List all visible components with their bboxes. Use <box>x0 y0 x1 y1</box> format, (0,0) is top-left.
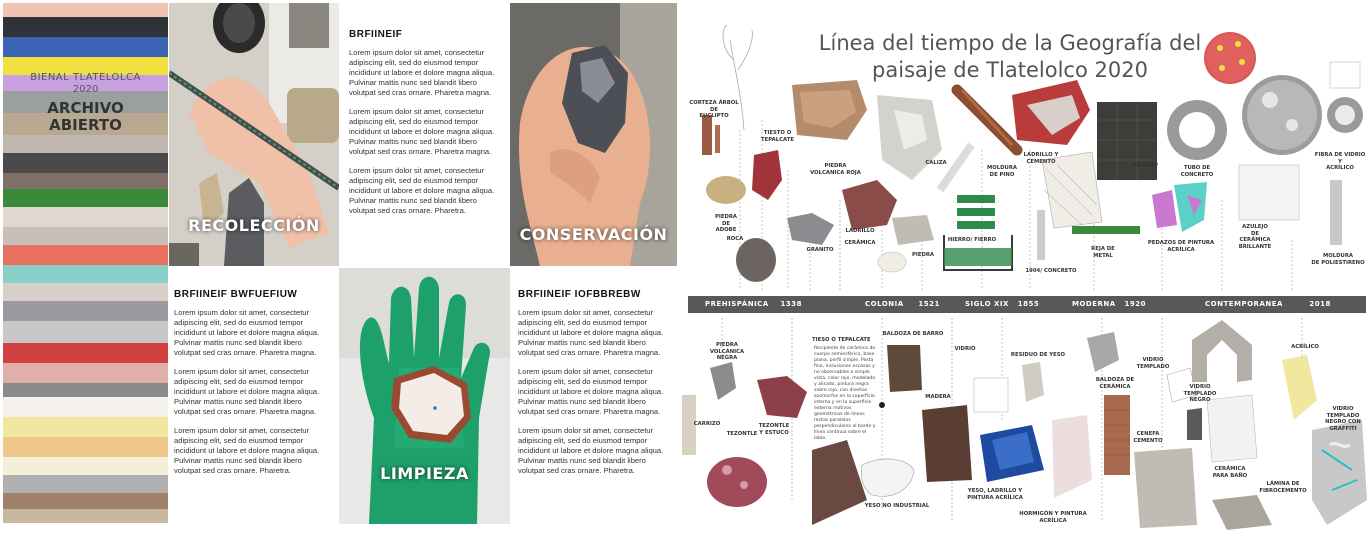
label-piedra: PIEDRA <box>911 252 935 258</box>
timeline-title-line1: Línea del tiempo de la Geografía del <box>818 31 1202 55</box>
label-baldoza-ceramica: BALDOZA DE CERÁMICA <box>1095 377 1135 390</box>
label-vidrio-templado-negro: VIDRIO TEMPLADO NEGRO <box>1183 384 1217 403</box>
label-vidrio: VIDRIO <box>954 346 976 352</box>
photo-recoleccion <box>169 3 339 266</box>
section-3-heading: BRFIINEIF IOFBBREBW <box>518 289 641 300</box>
label-tezontle-estuco: TEZONTLE Y ESTUCO <box>758 423 790 436</box>
label-piedra-volcanica-roja: PIEDRA VOLCANICA ROJA <box>810 163 861 176</box>
section-2-heading: BRFIINEIF BWFUEFIUW <box>174 289 298 300</box>
label-tezontle: TEZONTLE <box>726 431 758 437</box>
photo-conservacion <box>510 3 677 266</box>
label-tiesto: TIESTO O TEPALCATE <box>761 130 794 143</box>
label-caliza: CALIZA <box>925 160 947 166</box>
label-pintura-acrilica: PEDAZOS DE PINTURA ACRÍLICA <box>1147 240 1215 253</box>
section-2-paragraph-1: Lorem ipsum dolor sit amet, consectetur adipiscing elit, sed do eiusmod tempor incididunt ut labore et dolore magna aliqua. Pulvinar mattis nunc sed blandit libero volutpat sed cras ornare. Pharetra magna. <box>174 308 320 357</box>
section-3-paragraph-3: Lorem ipsum dolor sit amet, consectetur adipiscing elit, sed do eiusmod tempor incididunt ut labore et dolore magna aliqua. Pulvinar mattis nunc sed blandit libero volutpat sed cras ornare. Pharetra. <box>518 426 664 475</box>
section-2-paragraph-2: Lorem ipsum dolor sit amet, consectetur adipiscing elit, sed do eiusmod tempor incididunt ut labore et dolore magna aliqua. Pulvinar mattis nunc sed blandit libero volutpat sed cras ornare. Pharetra magna. <box>174 367 320 416</box>
section-1-paragraph-2: Lorem ipsum dolor sit amet, consectetur adipiscing elit, sed do eiusmod tempor incididunt ut labore et dolore magna aliqua. Pulvinar mattis nunc sed blandit libero volutpat sed cras ornare. Pharetra magna. <box>349 107 495 156</box>
label-granito: GRANITO <box>806 247 834 253</box>
recoleccion-label: RECOLECCIÓN <box>188 216 320 235</box>
text-section-1 <box>349 29 503 225</box>
text-section-2 <box>174 289 330 485</box>
label-vidrio-templado: VIDRIO TEMPLADO <box>1136 357 1170 370</box>
cover-title-line1: ARCHIVO <box>47 99 124 117</box>
section-2-paragraph-3: Lorem ipsum dolor sit amet, consectetur adipiscing elit, sed do eiusmod tempor incididunt ut labore et dolore magna aliqua. Pulvinar mattis nunc sed blandit libero volutpat sed cras ornare. Pharetra. <box>174 426 320 475</box>
photo-limpieza <box>339 268 510 524</box>
limpieza-label: LIMPIEZA <box>380 464 469 483</box>
cover-title-line2: ABIERTO <box>49 116 122 134</box>
section-3-paragraph-1: Lorem ipsum dolor sit amet, consectetur adipiscing elit, sed do eiusmod tempor incididunt ut labore et dolore magna aliqua. Pulvinar mattis nunc sed blandit libero volutpat sed cras ornare. Pharetra magna. <box>518 308 664 357</box>
label-tieso-tepalcate: TIESO O TEPALCATE <box>812 337 871 343</box>
label-carrizo: CARRIZO <box>693 421 721 427</box>
label-hormigon: HORMIGÓN Y PINTURA ACRÍLICA <box>1019 511 1087 524</box>
era-siglo-xix: SIGLO XIX 1855 <box>965 300 1040 308</box>
label-baldoza-barro: BALDOZA DE BARRO <box>882 331 944 337</box>
label-lamina-fibrocemento: LÁMINA DE FIBROCEMENTO <box>1259 481 1307 494</box>
cover-year: 2020 <box>72 84 99 95</box>
label-moldura-pino: MOLDURA DE PINO <box>986 165 1018 178</box>
label-ladrillo-cemento: LADRILLO Y CEMENTO <box>1023 152 1059 165</box>
timeline-title-line2: paisaje de Tlatelolco 2020 <box>872 58 1148 82</box>
era-prehispanica: PREHISPÁNICA 1338 <box>705 300 802 308</box>
label-moldura-poliestireno: MOLDURA DE POLIESTIRENO <box>1311 253 1365 266</box>
label-concreto: 1904/ CONCRETO <box>1025 268 1077 274</box>
label-yeso-ladrillo: YESO, LADRILLO Y PINTURA ACRÍLICA <box>967 488 1023 501</box>
label-azulejo: AZULEJO <box>1132 162 1158 168</box>
label-reja-metal: REJA DE METAL <box>1091 246 1115 259</box>
section-1-paragraph-1: Lorem ipsum dolor sit amet, consectetur adipiscing elit, sed do eiusmod tempor incididunt ut labore et dolore magna aliqua. Pulvinar mattis nunc sed blandit libero volutpat sed cras ornare. Pharetra magna. <box>349 48 495 97</box>
section-3-paragraph-2: Lorem ipsum dolor sit amet, consectetur adipiscing elit, sed do eiusmod tempor incididunt ut labore et dolore magna aliqua. Pulvinar mattis nunc sed blandit libero volutpat sed cras ornare. Pharetra magna. <box>518 367 664 416</box>
tepalcate-description: Recipiente de cerámica de cuerpo semiesférico, base plana, perfil simple. Pasta fina, inclusiones escasas y no observables a simple vista, color rojo, modelado y alisado, pintura negra sobre rojo, con diseños zoomorfos en la superficie interna y en la superficie externa motivos geométricos de líneas rectas paralelas perpendiculares al borde y línea continua sobre el labio. <box>814 346 876 441</box>
limpieza-image <box>339 268 510 524</box>
era-moderna: MODERNA 1920 <box>1072 300 1146 308</box>
label-madera: MADERA <box>925 394 951 400</box>
label-yeso-no-industrial: YESO NO INDUSTRIAL <box>864 503 930 509</box>
label-ceramica: CERÁMICA <box>844 240 876 246</box>
label-ceramica-bano: CERÁMICA PARA BAÑO <box>1212 466 1248 479</box>
label-piedra-adobe: PIEDRA DE ADOBE <box>714 214 738 233</box>
section-1-heading: BRFIINEIF <box>349 29 403 40</box>
section-1-paragraph-3: Lorem ipsum dolor sit amet, consectetur adipiscing elit, sed do eiusmod tempor incididunt ut labore et dolore magna aliqua. Pulvinar mattis nunc sed blandit libero volutpat sed cras ornare. Pharetra. <box>349 166 495 215</box>
era-contemporanea: CONTEMPORANEA 2018 <box>1205 300 1331 308</box>
label-ladrillo: LADRILLO <box>845 228 875 234</box>
label-piedra-volcanica-negra: PIEDRA VOLCÁNICA NEGRA <box>709 342 745 361</box>
label-roca: ROCA <box>726 236 744 242</box>
label-residuo-yeso: RESIDUO DE YESO <box>1010 352 1066 358</box>
label-tubo-concreto: TUBO DE CONCRETO <box>1180 165 1214 178</box>
label-acrilico: ACRÍLICO <box>1291 344 1319 350</box>
text-section-3 <box>518 289 674 485</box>
label-vidrio-graffiti: VIDRIO TEMPLADO NEGRO CON GRAFFITI <box>1325 406 1361 432</box>
cover-subtitle: BIENAL TLATELOLCA <box>30 72 141 83</box>
era-colonia: COLONIA 1521 <box>865 300 940 308</box>
label-cenefa-cemento: CENEFA CEMENTO <box>1133 431 1163 444</box>
label-fibra-vidrio: FIBRA DE VIDRIO Y ACRÍLICO <box>1314 152 1366 171</box>
conservacion-label: CONSERVACIÓN <box>519 225 668 244</box>
label-hierro: HIERRO/ FIERRO <box>947 237 997 243</box>
label-corteza: CORTEZA ÁRBOL DE EUCLIPTO <box>689 100 739 119</box>
label-azulejo-ceramica: AZULEJO DE CERÁMICA BRILLANTE <box>1238 224 1272 250</box>
